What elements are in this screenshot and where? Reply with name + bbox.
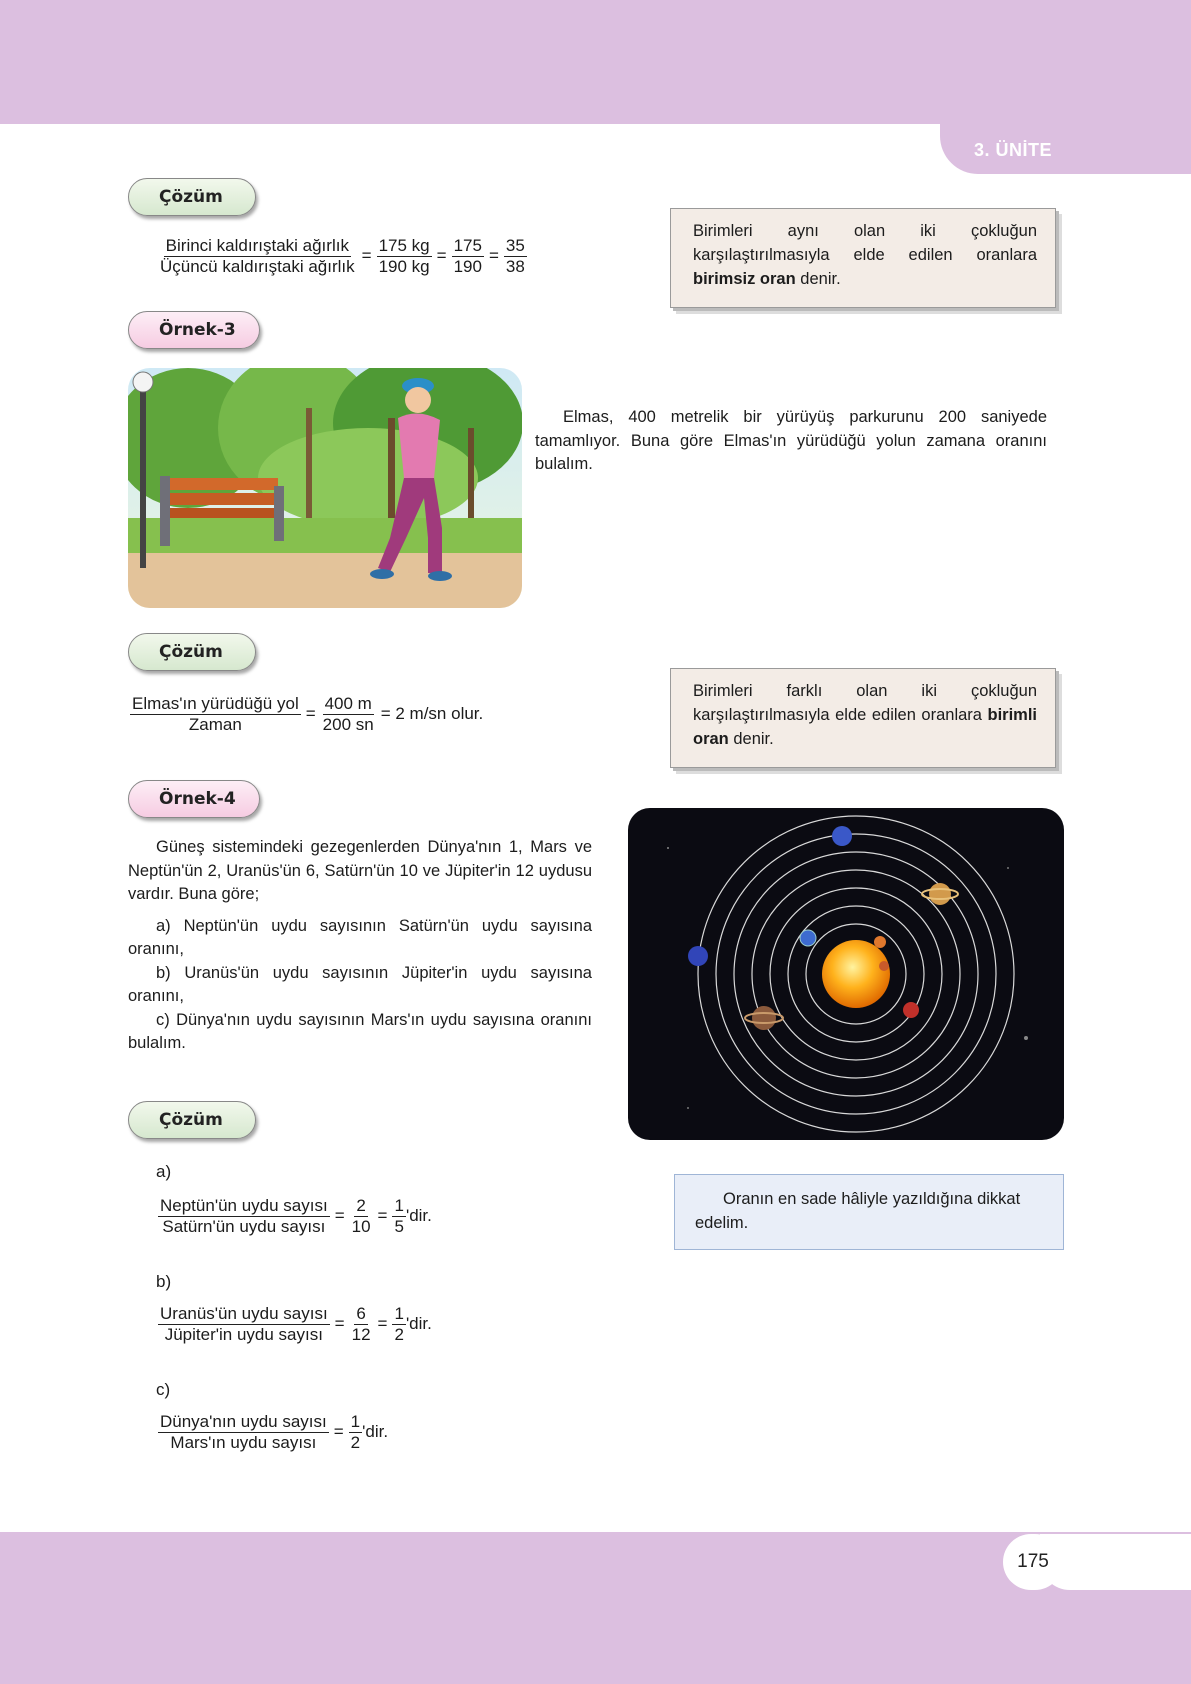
equals-sign: = [377, 1314, 388, 1334]
equals-sign: = [361, 246, 372, 266]
tip-note-text: Oranın en sade hâliyle yazıldığına dikkat edelim. [695, 1190, 1021, 1232]
simplified-fraction [392, 1196, 405, 1236]
solution-pill-label: Çözüm [159, 187, 223, 207]
note-term: birimsiz oran [693, 270, 796, 288]
fraction-numerator: 1 [394, 1304, 404, 1323]
note-term: birimli oran [693, 706, 1037, 748]
equals-sign: = [377, 1206, 388, 1226]
example4-text [128, 836, 592, 1056]
equals-sign: = [436, 246, 447, 266]
part-a-label: a) [156, 1162, 172, 1181]
part-b-label: b) [156, 1272, 172, 1291]
earth-mars-fraction [158, 1412, 329, 1452]
fraction-denominator: 38 [505, 256, 525, 276]
fraction-denominator: 12 [351, 1324, 371, 1344]
equals-sign: = [334, 1314, 345, 1334]
unitless-fraction [452, 236, 484, 276]
fraction-numerator: 6 [356, 1304, 366, 1323]
solution1-expression [158, 236, 527, 276]
speed-result: = 2 m/sn olur. [380, 704, 484, 724]
fraction-denominator: 200 sn [322, 714, 374, 734]
neptune-saturn-fraction [158, 1196, 330, 1236]
fraction-denominator: 5 [394, 1216, 404, 1236]
part-c-label: c) [156, 1380, 171, 1399]
simplified-fraction [504, 236, 527, 276]
park-illustration-svg [128, 368, 522, 608]
fraction-denominator: 190 [453, 256, 482, 276]
fraction-denominator: 2 [394, 1324, 404, 1344]
fraction-numerator: Uranüs'ün uydu sayısı [160, 1304, 328, 1323]
numeric-fraction [350, 1304, 373, 1344]
unit-label: 3. ÜNİTE [974, 140, 1053, 160]
example4-question-a: a) Neptün'ün uydu sayısının Satürn'ün uydu sayısına oranını, [128, 916, 592, 958]
equals-sign: = [334, 1206, 345, 1226]
fraction-denominator: 2 [350, 1432, 361, 1452]
solution-pill-label: Çözüm [159, 1110, 223, 1130]
solution-pill-label: Çözüm [159, 642, 223, 662]
suffix-text: 'dir. [405, 1206, 432, 1226]
example-pill [128, 311, 260, 349]
fraction-denominator: Üçüncü kaldırıştaki ağırlık [160, 256, 355, 276]
fraction-numerator: Dünya'nın uydu sayısı [160, 1412, 327, 1431]
fraction-numerator: Elmas'ın yürüdüğü yol [132, 694, 299, 713]
note-text: Birimleri farklı olan iki çokluğun karşılaştırılmasıyla elde edilen oranlara [693, 682, 1037, 724]
tip-note [674, 1174, 1064, 1250]
part-a-expression [158, 1196, 432, 1236]
part-c-expression [158, 1412, 388, 1452]
solution-pill [128, 178, 256, 216]
solution-pill [128, 633, 256, 671]
example-pill-label: Örnek-4 [159, 789, 236, 809]
simplified-fraction [392, 1304, 405, 1344]
fraction-numerator: 400 m [324, 694, 372, 713]
note-text: denir. [728, 730, 774, 748]
example4-question-c: c) Dünya'nın uydu sayısının Mars'ın uydu sayısına oranını bulalım. [128, 1010, 592, 1052]
definition-note-unitless [670, 208, 1056, 308]
fraction-denominator: 10 [351, 1216, 371, 1236]
park-walking-illustration [128, 368, 522, 608]
solar-system-illustration [628, 808, 1064, 1140]
fraction-denominator: Jüpiter'in uydu sayısı [164, 1324, 323, 1344]
fraction-denominator: Satürn'ün uydu sayısı [162, 1216, 326, 1236]
fraction-numerator: 175 kg [378, 236, 430, 255]
fraction-numerator: 1 [394, 1196, 404, 1215]
example3-paragraph: Elmas, 400 metrelik bir yürüyüş parkurunu 200 saniyede tamamlıyor. Buna göre Elmas'ın yürüdüğü yolun zamana oranını bulalım. [535, 408, 1047, 473]
solar-system-svg [628, 808, 1064, 1140]
example3-text [535, 406, 1047, 477]
equals-sign: = [488, 246, 499, 266]
uranus-jupiter-fraction [158, 1304, 330, 1344]
fraction-numerator: Birinci kaldırıştaki ağırlık [165, 236, 349, 255]
note-text: Birimleri aynı olan iki çokluğun karşılaştırılmasıyla elde edilen oranlara [693, 222, 1037, 264]
meter-second-fraction [321, 694, 376, 734]
equals-sign: = [305, 704, 316, 724]
header-band [0, 0, 1191, 124]
fraction-numerator: Neptün'ün uydu sayısı [160, 1196, 328, 1215]
equals-sign: = [333, 1422, 344, 1442]
kg-fraction [377, 236, 432, 276]
fraction-numerator: 2 [356, 1196, 366, 1215]
fraction-numerator: 1 [350, 1412, 361, 1431]
weight-ratio-fraction [158, 236, 357, 276]
fraction-denominator: 190 kg [378, 256, 430, 276]
suffix-text: 'dir. [362, 1422, 389, 1442]
example4-question-b: b) Uranüs'ün uydu sayısının Jüpiter'in uydu sayısına oranını, [128, 963, 592, 1005]
simplified-fraction [349, 1412, 362, 1452]
definition-note-unit [670, 668, 1056, 768]
solution2-expression [130, 694, 483, 734]
fraction-denominator: Mars'ın uydu sayısı [170, 1432, 317, 1452]
fraction-numerator: 175 [453, 236, 482, 255]
example-pill [128, 780, 260, 818]
fraction-numerator: 35 [505, 236, 525, 255]
path-time-fraction [130, 694, 301, 734]
page-number: 175 [1003, 1534, 1063, 1590]
numeric-fraction [350, 1196, 373, 1236]
note-text: denir. [795, 270, 841, 288]
fraction-denominator: Zaman [188, 714, 242, 734]
part-b-expression [158, 1304, 432, 1344]
solution-pill [128, 1101, 256, 1139]
suffix-text: 'dir. [405, 1314, 432, 1334]
example4-intro: Güneş sistemindeki gezegenlerden Dünya'nın 1, Mars ve Neptün'ün 2, Uranüs'ün 6, Satürn'ün 10 ve Jüpiter'in 12 uydusu vardır. Buna göre; [128, 838, 592, 903]
example-pill-label: Örnek-3 [159, 320, 236, 340]
